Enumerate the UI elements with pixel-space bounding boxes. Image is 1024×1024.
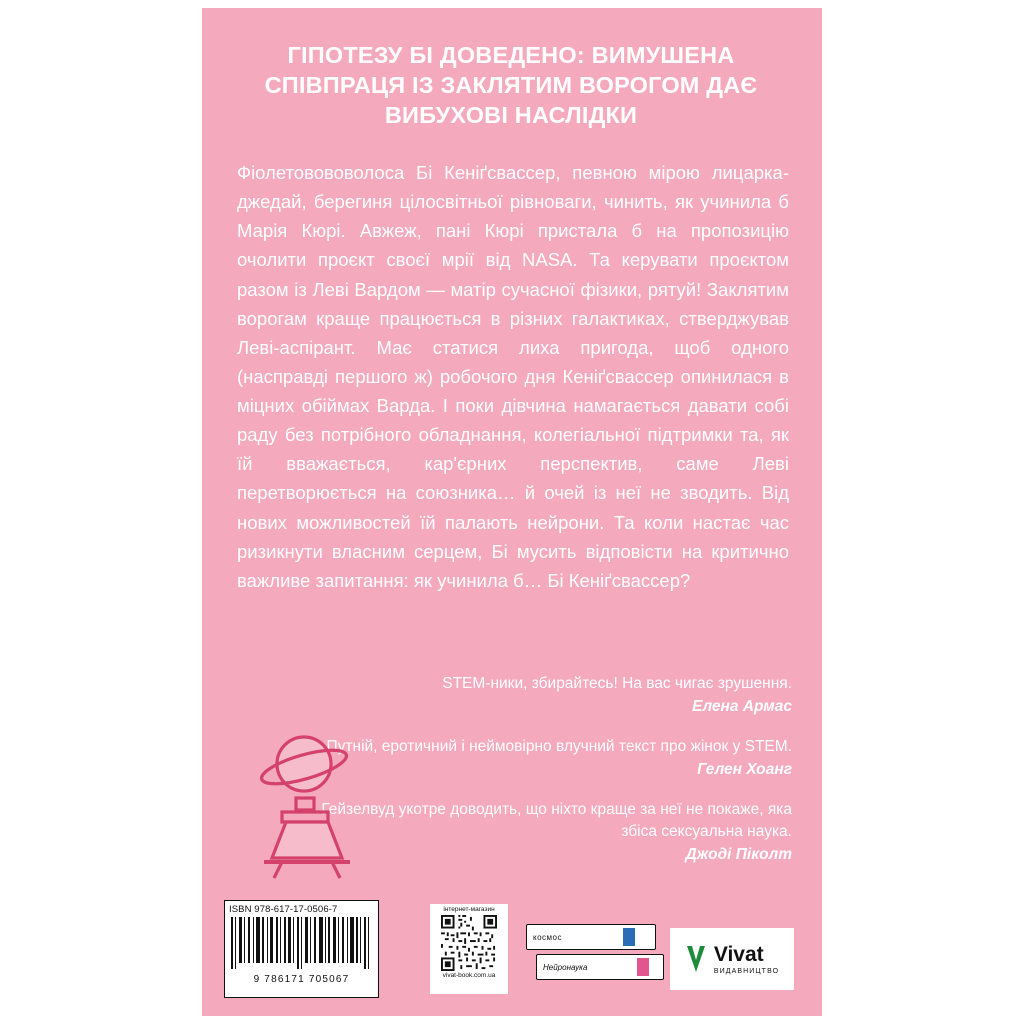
qr-url-label: vivat-book.com.ua	[442, 972, 496, 979]
planet-telescope-icon	[242, 726, 372, 891]
qr-top-label: інтернет-магазин	[443, 906, 495, 913]
endorsement-author: Елена Армас	[692, 698, 792, 715]
endorsements-list	[302, 673, 792, 884]
qr-code-box[interactable]	[430, 904, 508, 994]
barcode-digits: 9 786171 705067	[253, 974, 350, 985]
blurb-text: Фіолетовововолоса Бі Кеніґсвассер, певною мірою лицарка-джедай, берегиня цілосвітньої рівноваги, чинить, як учинила б Марія Кюрі. Авжеж, пані Кюрі пристала б на пропозицію очолити проєкт своєї мрії від NASA. Та керувати проєктом разом із Леві Вардом — матір сучасної фізики, рятуй! Заклятим ворогам краще працюється в різних галактиках, стверджував Леві-аспірант. Має статися лиха пригода, щоб одного (насправді першого ж) робочого дня Кеніґсвассер опинилася в міцних обіймах Варда. І поки дівчина намагається давати собі раду без потрібного обладнання, колегіальної підтримки та, як їй вважається, кар'єрних перспектив, саме Леві перетворюється на союзника… й очей із неї не зводить. Від нових можливостей їй палають нейрони. Та коли настає час ризикнути власним серцем, Бі мусить відповісти на критично важливе запитання: як учинила б… Бі Кеніґсвассер?	[237, 162, 789, 591]
endorsement-text: Путній, еротичний і неймовірно влучний текст про жінок у STEM.	[326, 738, 792, 755]
cover-panel	[202, 8, 822, 1016]
series-tag-space	[526, 924, 656, 950]
endorsement-item	[302, 799, 792, 866]
series-tag-space-label: космос	[533, 932, 562, 942]
tag-accent-blue-icon	[623, 928, 635, 946]
vivat-checkmark-icon	[685, 944, 707, 974]
barcode-image	[229, 917, 375, 973]
publisher-name: Vivat	[713, 942, 764, 966]
series-tag-neuroscience-label: Нейронаука	[543, 962, 588, 972]
endorsement-item	[302, 673, 792, 718]
endorsement-author: Гелен Хоанг	[697, 761, 792, 778]
headline-text: ГІПОТЕЗУ БІ ДОВЕДЕНО: ВИМУШЕНА СПІВПРАЦЯ ІЗ ЗАКЛЯТИМ ВОРОГОМ ДАЄ ВИБУХОВІ НАСЛІДКИ	[264, 42, 758, 129]
series-tag-neuroscience	[536, 954, 664, 980]
qr-code-icon	[441, 915, 497, 971]
publisher-logo-box	[670, 928, 794, 990]
endorsement-author: Джоді Піколт	[685, 846, 792, 863]
publisher-subtitle: ВИДАВНИЦТВО	[713, 967, 780, 975]
endorsement-text: STEM-ники, збирайтесь! На вас чигає зрушення.	[442, 675, 792, 692]
isbn-label: ISBN 978-617-17-0506-7	[229, 904, 338, 915]
endorsement-item	[302, 736, 792, 781]
series-tags-group	[522, 918, 662, 990]
tag-accent-pink-icon	[637, 958, 649, 976]
endorsement-text: Гейзелвуд укотре доводить, що ніхто краще за неї не покаже, яка збіса сексуальна наука.	[321, 801, 792, 840]
isbn-barcode-box	[224, 900, 379, 998]
